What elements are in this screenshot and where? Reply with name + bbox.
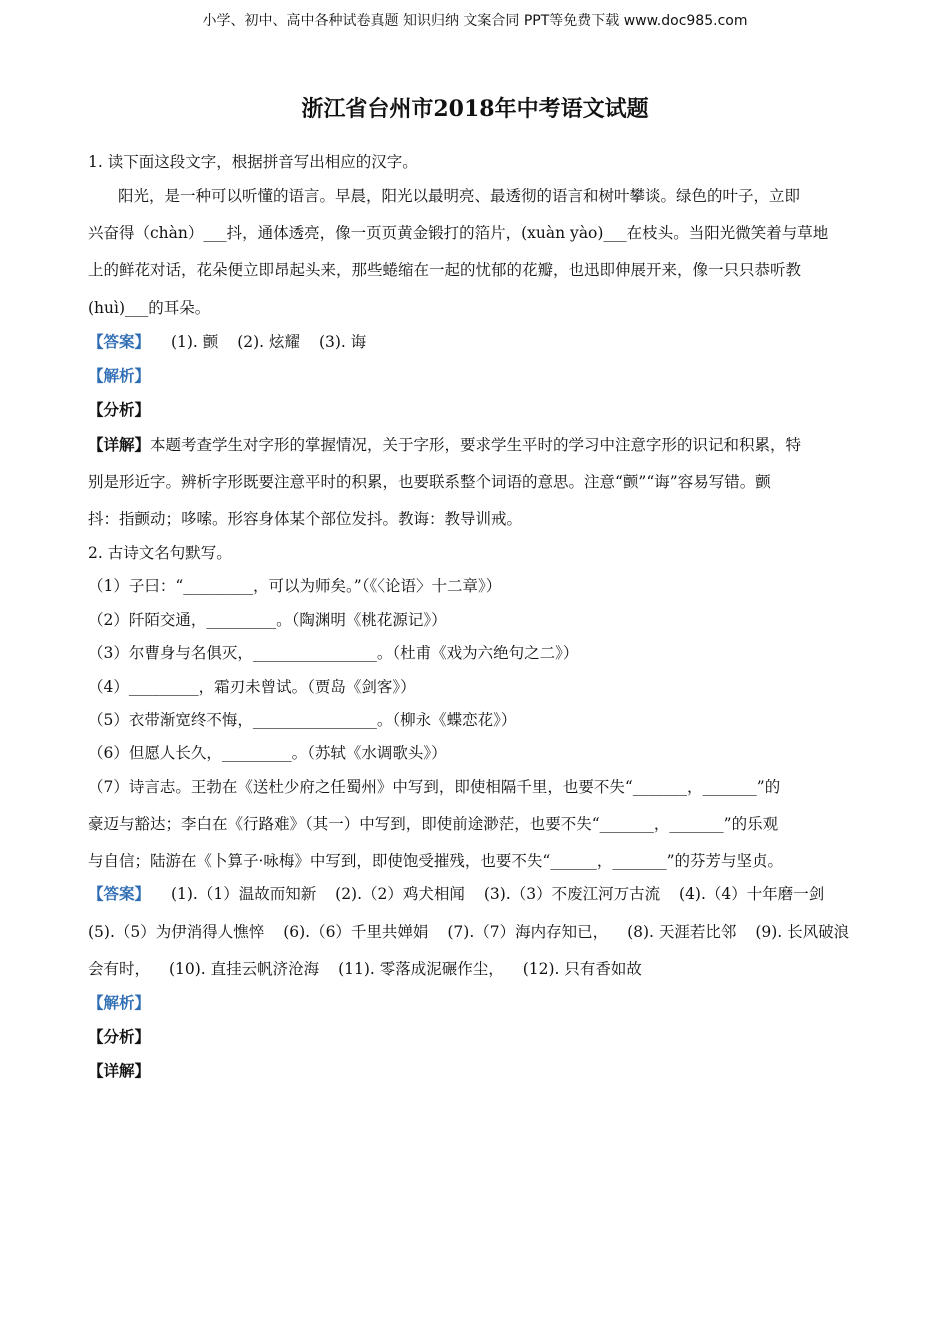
q2-item: （2）阡陌交通，_________。（陶渊明《桃花源记》）: [88, 611, 447, 629]
detail-label: 【详解】: [88, 1061, 151, 1080]
q1-stem: 1. 读下面这段文字，根据拼音写出相应的汉字。: [88, 153, 418, 171]
q1-passage-line: 上的鲜花对话，花朵便立即昂起头来，那些蜷缩在一起的忧郁的花瓣，也迅即伸展开来，像一只只恭听教: [88, 261, 802, 279]
q2-answer-row: [88, 920, 868, 942]
q1-passage-line: (huì)___的耳朵。: [88, 299, 211, 317]
answer-item: (9). 长风破浪: [755, 923, 850, 941]
answer-item: (1).（1）温故而知新: [170, 885, 317, 903]
answer-item: (3). 诲: [318, 333, 367, 351]
answer-item: (2). 炫耀: [237, 333, 301, 351]
fenxi-label: 【分析】: [88, 400, 151, 419]
q2-answer-row: [88, 957, 868, 979]
answer-item: (1). 颤: [170, 333, 219, 351]
answer-item: (8). 天涯若比邻: [627, 923, 737, 941]
detail-label: 【详解】: [88, 435, 151, 454]
fenxi-label: 【分析】: [88, 1027, 151, 1046]
q1-passage-line: 阳光，是一种可以听懂的语言。早晨，阳光以最明亮、最透彻的语言和树叶攀谈。绿色的叶子，立即: [118, 187, 801, 205]
q1-detail-line: 抖：指颤动；哆嗦。形容身体某个部位发抖。教诲：教导训戒。: [88, 510, 523, 528]
q2-item: 与自信；陆游在《卜算子·咏梅》中写到，即使饱受摧残，也要不失“______，_______”的芬芳与坚贞。: [88, 852, 784, 870]
answer-item: (3).（3）不废江河万古流: [483, 885, 661, 903]
q2-item: （3）尔曹身与名俱灭，________________。（杜甫《戏为六绝句之二》）: [88, 644, 579, 662]
answer-item: (11). 零落成泥碾作尘，: [338, 960, 504, 978]
q1-answer-row: [88, 330, 868, 352]
q1-passage-line: 兴奋得（chàn）___抖，通体透亮，像一页页黄金锻打的箔片，(xuàn yào)___在枝头。当阳光微笑着与草地: [88, 224, 829, 242]
analysis-label: 【解析】: [88, 366, 151, 385]
answer-item: (2).（2）鸡犬相闻: [335, 885, 465, 903]
q2-answer-row: [88, 882, 868, 904]
q1-detail-line: 别是形近字。辨析字形既要注意平时的积累，也要联系整个词语的意思。注意“颤”“诲”容易写错。颤: [88, 473, 771, 491]
answer-label: 【答案】: [88, 332, 151, 351]
answer-item: (5).（5）为伊消得人憔悴: [88, 923, 265, 941]
answer-item: (12). 只有香如故: [522, 960, 642, 978]
q2-stem: 2. 古诗文名句默写。: [88, 544, 232, 562]
answer-item: (10). 直挂云帆济沧海: [168, 960, 320, 978]
answer-item: (4).（4）十年磨一剑: [679, 885, 825, 903]
q2-item: 豪迈与豁达；李白在《行路难》（其一）中写到，即使前途渺茫，也要不失“_______，_______”的乐观: [88, 815, 779, 833]
page-header: 小学、初中、高中各种试卷真题 知识归纳 文案合同 PPT等免费下载 www.doc985.com: [202, 13, 748, 29]
page-title: 浙江省台州市2018年中考语文试题: [301, 96, 649, 122]
detail-text: 本题考查学生对字形的掌握情况，关于字形，要求学生平时的学习中注意字形的识记和积累，特: [150, 436, 802, 454]
q1-detail-line: [88, 433, 868, 455]
answer-label: 【答案】: [88, 884, 151, 903]
analysis-label: 【解析】: [88, 993, 151, 1012]
q2-item: （5）衣带渐宽终不悔，________________。（柳永《蝶恋花》）: [88, 711, 517, 729]
answer-item: (7).（7）海内存知已，: [447, 923, 609, 941]
q2-item: （6）但愿人长久，_________。（苏轼《水调歌头》）: [88, 744, 447, 762]
q2-item: （7）诗言志。王勃在《送杜少府之任蜀州》中写到，即使相隔千里，也要不失“_______，_______”的: [88, 778, 781, 796]
answer-item: 会有时，: [88, 960, 151, 978]
q2-item: （1）子曰：“_________，可以为师矣。”（《〈论语〉十二章》）: [88, 577, 502, 595]
answer-item: (6).（6）千里共婵娟: [283, 923, 429, 941]
q2-item: （4）_________，霜刃未曾试。（贾岛《剑客》）: [88, 678, 416, 696]
